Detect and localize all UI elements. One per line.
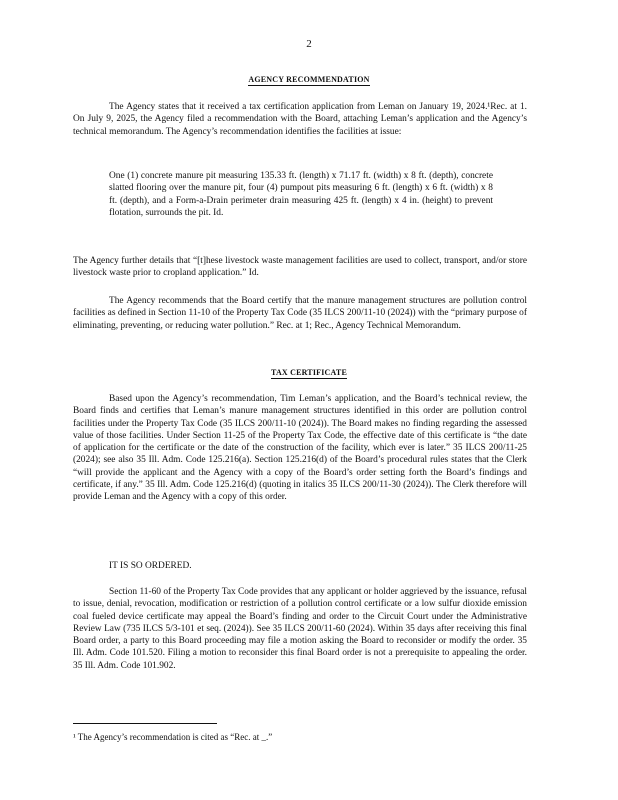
agency-recommendation-heading [0, 75, 618, 86]
heading-text: TAX CERTIFICATE [271, 368, 347, 377]
agency-recommends-paragraph: The Agency recommends that the Board certify that the manure management structures are pollution control facilities as defined in Section 11-10 of the Property Tax Code (35 ILCS 200/11-10 (2024)) with the “primary purpose of eliminating, preventing, or reducing water pollution.” Rec. at 1; Rec., Agency Technical Memorandum. [73, 296, 527, 331]
facility-description-quote: One (1) concrete manure pit measuring 135.33 ft. (length) x 71.17 ft. (width) x 8 ft. (depth), concrete slatted flooring over the manure pit, four (4) pumpout pits measuring 6 ft. (length) x 6 ft. (width) x 8 ft. (depth), and a Form-a-Drain perimeter drain measuring 425 ft. (length) x 4 in. (height) to prevent flotation, surrounds the pit. Id. [109, 171, 493, 218]
page-number: 2 [306, 38, 312, 50]
heading-text: AGENCY RECOMMENDATION [248, 75, 370, 84]
certification-paragraph: Based upon the Agency’s recommendation, Tim Leman’s application, and the Board’s technical review, the Board finds and certifies that Leman’s manure management structures identified in this order are pollution control facilities under the Property Tax Code (35 ILCS 200/11-10 (2024)). The Board makes no finding regarding the assessed value of those facilities. Under Section 11-25 of the Property Tax Code, the effective date of this certificate is “the date of application for the certificate or the date of the construction of the facility, which ever is later.” 35 ILCS 200/11-25 (2024); see also 35 Ill. Adm. Code 125.216(a). Section 125.216(d) of the Board’s procedural rules states that the Clerk “will provide the applicant and the Agency with a copy of the Board’s order setting forth the Board’s findings and certificate, if any.” 35 Ill. Adm. Code 125.216(d) (quoting in italics 35 ILCS 200/11-30 (2024)). The Clerk therefore will provide Leman and the Agency with a copy of this order. [73, 394, 527, 503]
intro-paragraph: The Agency states that it received a tax certification application from Leman on January 19, 2024.¹Rec. at 1. On July 9, 2025, the Agency filed a recommendation with the Board, attaching Leman’s application and the Agency’s technical memorandum. The Agency’s recommendation identifies the facilities at issue: [73, 102, 527, 137]
so-ordered-line: IT IS SO ORDERED. [109, 561, 192, 571]
appeal-rights-paragraph: Section 11-60 of the Property Tax Code provides that any applicant or holder aggrieved by the issuance, refusal to issue, denial, revocation, modification or restriction of a pollution control certificate or a low sulfur dioxide emission coal fueled device certificate may appeal the Board’s finding and order to the Circuit Court under the Administrative Review Law (735 ILCS 5/3-101 et seq. (2024)). See 35 ILCS 200/11-60 (2024). Within 35 days after receiving this final Board order, a party to this Board proceeding may file a motion asking the Board to reconsider or modify the order. 35 Ill. Adm. Code 101.520. Filing a motion to reconsider this final Board order is not a prerequisite to appealing the order. 35 Ill. Adm. Code 101.902. [73, 587, 527, 671]
agency-details-paragraph: The Agency further details that “[t]hese livestock waste management facilities are used to collect, transport, and/or store livestock waste prior to cropland application.” Id. [73, 256, 527, 279]
tax-certificate-heading [0, 368, 618, 379]
footnote-divider [73, 723, 217, 724]
footnote: ¹ The Agency’s recommendation is cited as “Rec. at _.” [73, 732, 273, 742]
